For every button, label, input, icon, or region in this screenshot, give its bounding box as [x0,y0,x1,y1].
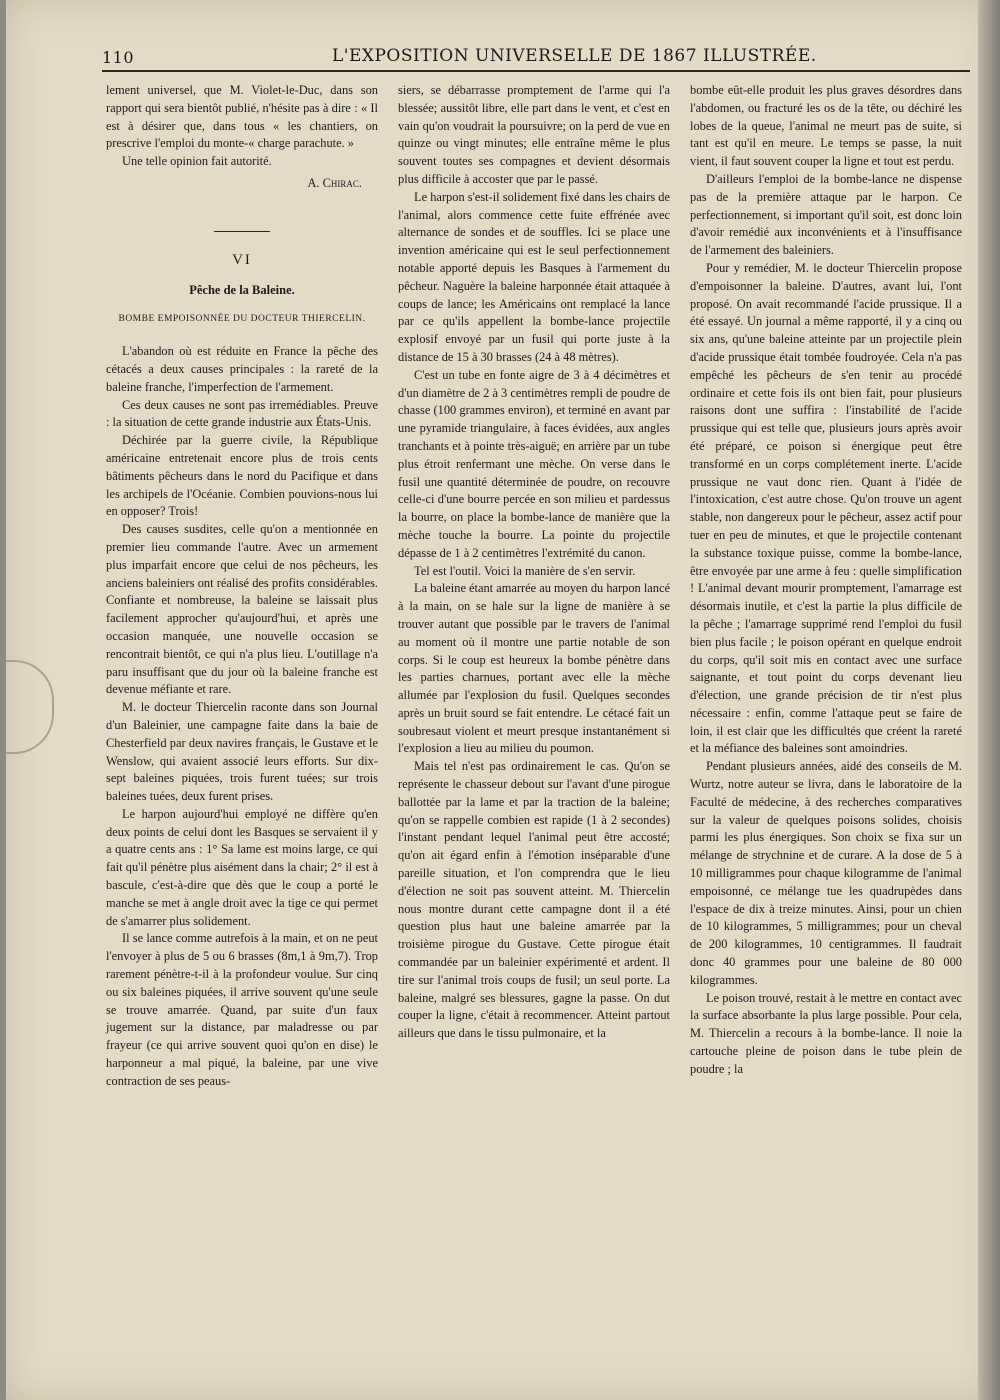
journal-title: L'EXPOSITION UNIVERSELLE DE 1867 ILLUSTRÉE. [332,46,817,66]
page-number: 110 [102,48,135,67]
column-1 [106,82,378,1091]
paragraph: Le harpon s'est-il solidement fixé dans les chairs de l'animal, alors commence cette fuite effrénée avec alternance de sondes et de souffles. Ici se place une invention américaine qui est le seul perfectionnement notable apporté depuis les Basques à l'armement du pêcheur. Naguère la baleine harponnée était attaquée à coups de lance; les Américains ont remplacé la lance par ce qu'ils appellent la bombe-lance projectile explosif envoyé par un fusil qui porte juste à la distance de 15 à 30 brasses (24 à 48 mètres). [398,189,670,364]
paper-clip-shadow [6,660,54,754]
paragraph: Tel est l'outil. Voici la manière de s'en servir. [414,563,636,578]
section-divider [214,231,270,232]
paragraph: C'est un tube en fonte aigre de 3 à 4 décimètres et d'un diamètre de 2 à 3 centimètres rempli de poudre de chasse (100 grammes environ), et terminé en avant par une pyramide triangulaire, à faces évidées, aux angles tranchants et à pointe très-aiguë; en arrière par un tube plus étroit renfermant une mèche. On verse dans le fusil une quantité déterminée de poudre, on recouvre celle-ci d'une bourre percée en son milieu et pardessus la bourre, on place la bombe-lance de manière que la mèche touche la bourre. La pointe du projectile dépasse de 1 à 2 centimètres l'extrémité du canon. [398,367,670,560]
paragraph: Une telle opinion fait autorité. [122,154,272,169]
paragraph: L'abandon où est réduite en France la pêche des cétacés a deux causes principales : la rareté de la baleine franche, l'imperfection de l'armement. [106,344,378,394]
section-title: Pêche de la Baleine. [189,282,295,297]
paragraph: D'ailleurs l'emploi de la bombe-lance ne dispense pas de la première attaque par le harpon. Ce perfectionnement, si important qu'il soit, est donc loin d'avoir remédié aux inconvénients et à l'insuffisance de l'armement des baleiniers. [690,171,962,258]
paragraph: Des causes susdites, celle qu'on a mentionnée en premier lieu commande l'autre. Avec un armement plus imparfait encore que celui de nos pêcheurs, les anciens baleiniers ont réalisé des profits considérables. Confiante et nombreuse, la baleine se laissait plus facilement approcher qu'aujourd'hui, et après une occasion manquée, une nouvelle occasion se rencontrait bientôt, ce qui n'a plus lieu. L'outillage n'a paru insuffisant que du jour où la baleine franche est devenue méfiante et rare. [106,522,378,697]
paragraph: La baleine étant amarrée au moyen du harpon lancé à la main, on se hale sur la ligne de manière à se trouver autant que possible par le travers de l'animal au moment où il montre une partie notable de son corps. Si le coup est heureux la bombe pénètre dans les parties charnues, portant avec elle la mèche allumée par l'explosion du fusil. Quelques secondes après un bruit sourd se fait entendre. Le cétacé fait un soubresaut violent et meurt presque instantanément si l'explosion a lieu au milieu du poumon. [398,581,670,756]
paragraph: Déchirée par la guerre civile, la République américaine entretenait encore plus de trois cents bâtiments pêcheurs dans le nord du Pacifique et dans les archipels de l'Océanie. Combien pouvions-nous lui en opposer? Trois! [106,433,378,519]
paragraph: Ces deux causes ne sont pas irremédiables. Preuve : la situation de cette grande industrie aux États-Unis. [106,397,378,430]
newspaper-page [6,0,994,1400]
section-number: VI [232,251,252,268]
author-signature: A. Chirac. [307,175,362,190]
paragraph: Le harpon aujourd'hui employé ne diffère qu'en deux points de celui dont les Basques se servaient il y a quatre cents ans : 1° Sa lame est moins large, ce qui fait qu'il pénètre plus aisément dans la chair; 2° il est à bascule, c'est-à-dire que dès que le coup a porté le manche se met à angle droit avec la tige ce qui permet de s'amarrer plus solidement. [106,806,378,928]
paragraph: Pour y remédier, M. le docteur Thiercelin propose d'empoisonner la baleine. D'autres, avant lui, l'ont proposé. On avait recommandé l'acide prussique. Il a été essayé. Un journal a même rapporté, il y a cinq ou six ans, qu'une baleine atteinte par un projectile plein d'acide prussique était tombée foudroyée. Cela n'a pas empêché les pêcheurs de s'en tenir au procédé ordinaire et cette fois ils ont bien fait, pour plusieurs raisons dont une suffira : l'instabilité de l'acide prussique qui est telle que, plusieurs jours après avoir été préparé, ce poison si énergique peut être transformé en un corps complétement inerte. L'acide prussique ne vaut donc rien. Quant à l'idée de l'intoxication, c'est autre chose. Qu'on trouve un agent stable, non dangereux pour le pêcheur, assez actif pour tuer en peu de minutes, et que le projectile contenant la substance toxique puisse, comme la bombe-lance, être envoyée par une arme à feu : quelle simplification ! L'animal devant mourir promptement, l'amarrage est désormais inutile, et c'est la partie la plus difficile de la pêche ; l'amarrage supprimé rend l'emploi du fusil bien plus facile ; le poison opérant en quelque endroit du corps, qu'il soit mis en contact avec une surface saignante, et tout point du corps devenant lieu d'élection, une grande précision de tir n'est plus nécessaire : enfin, comme l'attaque peut se faire de loin, il est clair que les difficultés que créent la rareté et la méfiance des baleines sont amoindries. [690,260,962,756]
page-edge-shadow [978,0,1000,1400]
paragraph: Le poison trouvé, restait à le mettre en contact avec la surface absorbante la plus large possible. Pour cela, M. Thiercelin a recours à la bombe-lance. Il noie la cartouche pleine de poison dans le tube plein de poudre ; la [690,990,962,1076]
page-header [96,44,976,72]
section-subtitle: BOMBE EMPOISONNÉE DU DOCTEUR THIERCELIN. [118,314,366,325]
column-2 [398,82,670,1043]
paragraph: Il se lance comme autrefois à la main, et on ne peut l'envoyer à plus de 5 ou 6 brasses (8m,1 à 9m,7). Trop rarement pénètre-t-il à la profondeur voulue. Sur cinq ou six baleines piquées, il arrive souvent qu'une seule se trouve amarrée. Quand, par suite d'un faux jugement sur la distance, par maladresse ou par frayeur (ce qui arrive souvent quoi qu'on en dise) le harponneur a mal piqué, la baleine, par une vive contraction de ses peaus- [106,931,378,1088]
column-3 [690,82,962,1079]
header-rule [102,70,970,72]
paragraph: Pendant plusieurs années, aidé des conseils de M. Wurtz, notre auteur se livra, dans le laboratoire de la Faculté de médecine, à des recherches comparatives sur la valeur de quelques poisons solides, choisis parmi les plus énergiques. Son choix se fixa sur un mélange de strychnine et de curare. A la dose de 5 à 10 milligrammes pour chaque kilogramme de l'animal empoisonné, ce mélange tue les quadrupèdes dans l'espace de dix à treize minutes. Ainsi, pour un chien de 10 kilogrammes, 5 milligrammes; pour un cheval de 200 kilogrammes, 10 centigrammes. Il faudrait donc 40 grammes pour une baleine de 80 000 kilogrammes. [690,759,962,987]
paragraph: siers, se débarrasse promptement de l'arme qui l'a blessée; aussitôt libre, elle part dans le vent, et c'est en vain qu'on voudrait la poursuivre; on la perd de vue en quinze ou vingt minutes; elle entraîne même le plus souvent toutes ses compagnes et devient désormais plus difficile à accoster que par le passé. [398,83,670,186]
paragraph: Mais tel n'est pas ordinairement le cas. Qu'on se représente le chasseur debout sur l'avant d'une pirogue ballottée par la lame et par la traction de la baleine; qu'on se rappelle combien est rapide (1 à 2 secondes) l'instant pendant lequel l'animal peut être accosté; qu'on ait égard enfin à l'émotion inséparable d'une pareille situation, et l'on comprendra que le lieu d'élection ne soit pas souvent atteint. M. Thiercelin nous montre durant cette campagne dont il a été question plus haut une baleine amarrée par la troisième pirogue du Gustave. Cette pirogue était commandée par un baleinier expérimenté et ardent. Il tire sur l'animal trois coups de fusil; un seul porte. La baleine, malgré ses blessures, gagne la passe. On dut couper la ligne, c'était à recommencer. Atteint partout ailleurs que dans le tissu pulmonaire, et la [398,759,670,1041]
paragraph: M. le docteur Thiercelin raconte dans son Journal d'un Baleinier, une campagne faite dans la baie de Chesterfield par deux navires français, le Gustave et le Wenslow, qui avaient associé leurs efforts. Sur dix-sept baleines piquées, trois furent tuées; sur trois baleines tuées, deux furent prises. [106,700,378,804]
paragraph: lement universel, que M. Violet-le-Duc, dans son rapport qui sera bientôt publié, n'hésite pas à dire : « Il est à désirer que, dans tous « les chantiers, on prescrive l'emploi du monte-« charge parachute. » [106,83,378,151]
paragraph: bombe eût-elle produit les plus graves désordres dans l'abdomen, ou fracturé les os de la tête, ou déchiré les lobes de la queue, l'animal ne meurt pas de suite, si tant est qu'il en meure. Le temps se passe, la nuit vient, il faut souvent couper la ligne et tout est perdu. [690,83,962,169]
